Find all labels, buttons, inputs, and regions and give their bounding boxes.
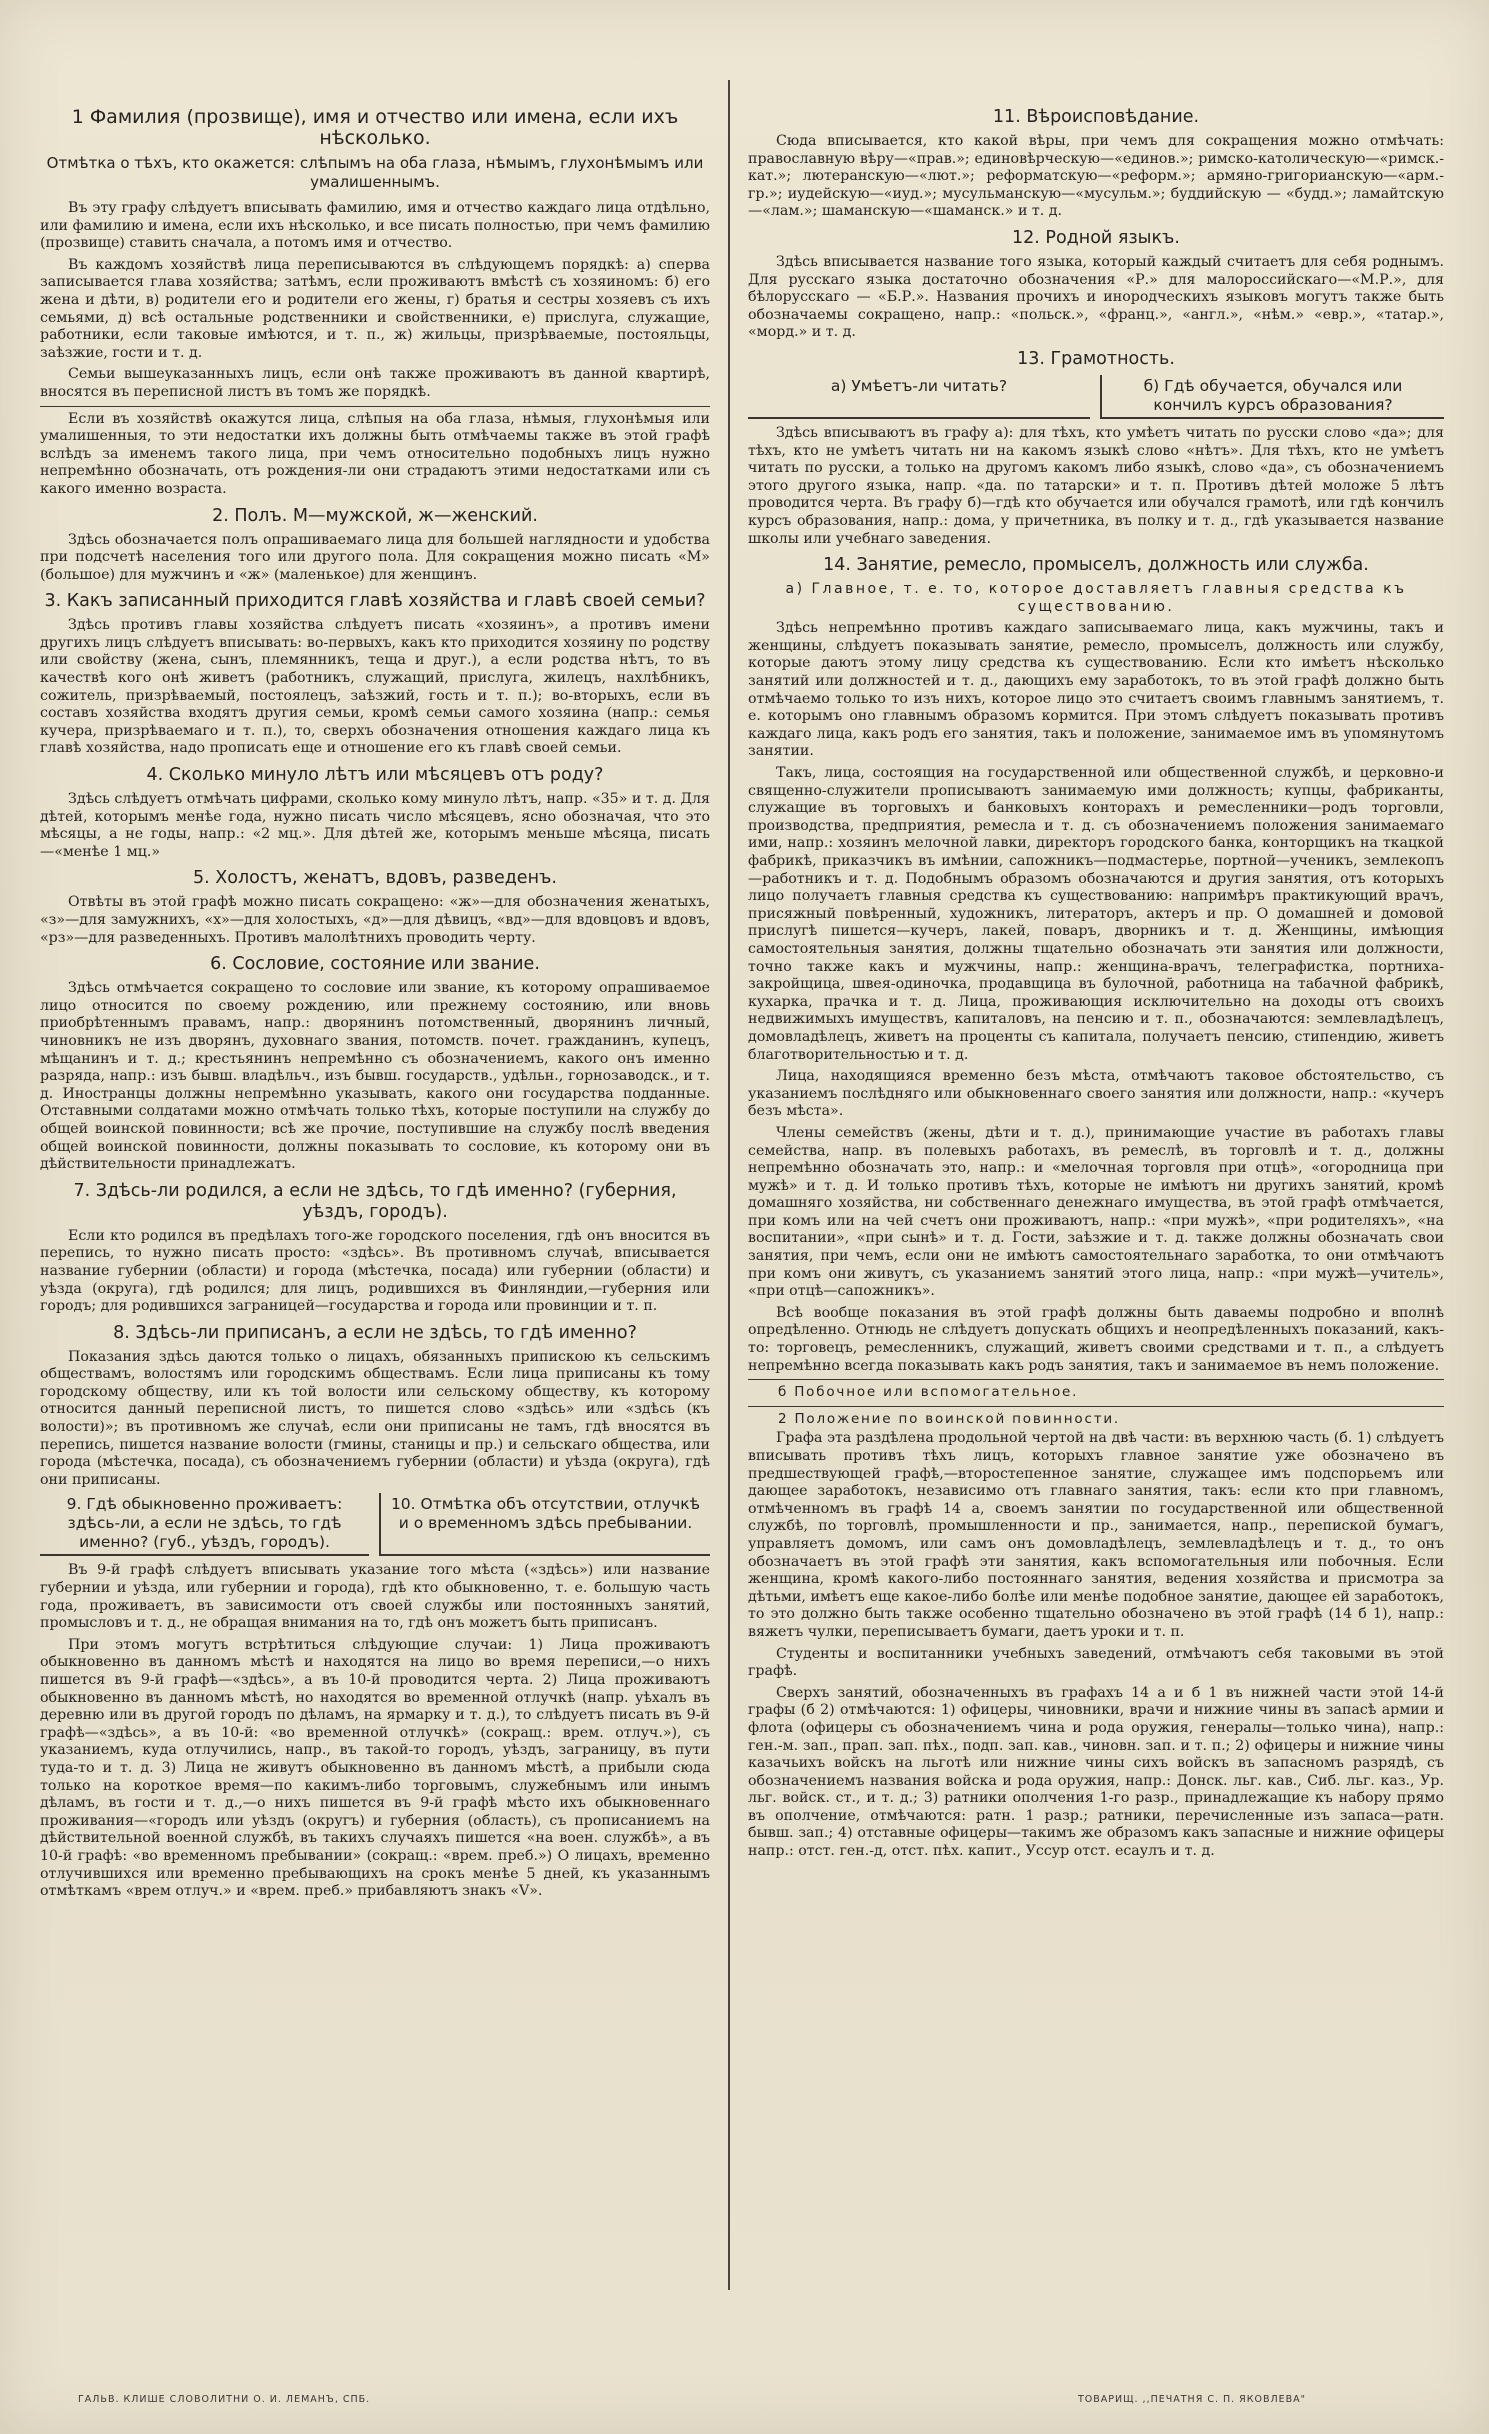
printer-credit-left: ГАЛЬВ. КЛИШЕ СЛОВОЛИТНИ О. И. ЛЕМАНЪ, СПБ.: [78, 2394, 371, 2405]
right-column: [748, 100, 1444, 1865]
section-14-paragraph: Здѣсь непремѣнно противъ каждаго записываемаго лица, какъ мужчины, такъ и женщины, слѣдуетъ показывать занятие, ремесло, промыселъ, должность или службу, которые даютъ этому лицу средства къ существованию. Если кто имѣетъ нѣсколько занятий или должностей и т. д., дающихъ ему заработокъ, то въ этой графѣ должно быть отмѣчаемо только то изъ нихъ, которое лицо это считаетъ своимъ главнымъ занятиемъ, т. е. которымъ оно главнымъ образомъ кормится. При этомъ слѣдуетъ показывать противъ каждаго лица, какъ родъ его занятия, такъ и положение, занимаемое имъ въ упомянутомъ занятии.: [748, 620, 1444, 760]
section-14-paragraph: Члены семействъ (жены, дѣти и т. д.), принимающие участие въ работахъ главы семейства, напр. въ полевыхъ работахъ, въ ремеслѣ, въ торговлѣ и т. д., должны непремѣнно обозначать это, напр.: и «мелочная торговля при отцѣ», «огородница при мужѣ» и т. д. И только противъ тѣхъ, которые не имѣютъ ни другихъ занятий, кромѣ домашняго хозяйства, ни собственнаго денежнаго имущества, въ этой графѣ отмѣчается, при комъ или на чей счетъ они проживаютъ, напр.: «при мужѣ», «при родителяхъ», «на воспитании», «при сынѣ» и т. д. Гости, заѣзжие и т. д. также должны обозначать свои занятия, при чемъ, если они не имѣютъ самостоятельнаго заработка, то они отмѣчаютъ при комъ они живутъ, съ указаниемъ занятий этого лица, напр.: «при мужѣ—учитель», «при отцѣ—сапожникъ».: [748, 1124, 1444, 1300]
section-14-b-heading: б Побочное или вспомогательное.: [778, 1384, 1079, 1401]
section-13-paragraph: Здѣсь вписываютъ въ графу а): для тѣхъ, кто умѣетъ читать по русски слово «да»; для тѣхъ, кто не умѣетъ читать ни на какомъ языкѣ слово «нѣтъ». Для тѣхъ, кто не умѣетъ читать по русски, а только на другомъ какомъ либо языкѣ, слово «да», съ обозначениемъ этого другого языка, напр. «да. по татарски» и т. п. Противъ дѣтей моложе 5 лѣтъ проводится черта. Въ графу б)—гдѣ кто обучается или обучался грамотѣ, или гдѣ кончилъ курсъ образования, напр.: дома, у причетника, въ полку и т. д., гдѣ указывается название школы или учебнаго заведения.: [748, 424, 1444, 547]
section-7-title: 7. Здѣсь-ли родился, а если не здѣсь, то гдѣ именно? (губерния, уѣздъ, городъ).: [73, 1180, 677, 1222]
section-14-b2-heading: 2 Положение по воинской повинности.: [778, 1410, 1121, 1427]
left-column: [40, 100, 710, 1905]
section-9-title: 9. Гдѣ обыкновенно проживаетъ: здѣсь-ли, а если не здѣсь, то гдѣ именно? (губ., уѣздъ, городъ).: [40, 1493, 369, 1556]
section-14-paragraph: Сверхъ занятий, обозначенныхъ въ графахъ 14 а и б 1 въ нижней части этой 14-й графы (б 2) отмѣчаются: 1) офицеры, чиновники, врачи и нижние чины въ запасѣ армии и флота (офицеры съ обозначениемъ чина и рода оружия, генералы—только чина), напр.: ген.-м. зап., прап. зап. пѣх., подп. зап. кав., чиновн. зап. и т. п.; 2) офицеры и нижние чины казачьихъ войскъ на льготѣ или нижние чины сихъ войскъ въ запасномъ разрядѣ, съ обозначениемъ названия войска и рода оружия, напр.: Донск. льг. кав., Сиб. льг. каз., Ур. льг. войск. ст., и т. д.; 3) ратники ополчения 1-го разр., принадлежащие къ набору прямо въ ополчение, отмѣчаются: ратн. 1 разр.; ратники, перечисленные изъ запаса—ратн. бывш. зап.; 4) отставные офицеры—такимъ же образомъ какъ запасные и нижние офицеры напр.: отст. ген.-д, отст. пѣх. капит., Уссур отст. есаулъ и т. д.: [748, 1684, 1444, 1860]
section-rule: [748, 1379, 1444, 1380]
section-6-paragraph: Здѣсь отмѣчается сокращено то сословие или звание, къ которому опрашиваемое лицо относится по своему рождению, или прежнему состоянию, или вновь приобрѣтеннымъ правамъ, напр.: дворянинъ потомственный, дворянинъ личный, чиновникъ не изъ дворянъ, духовнаго звания, потомств. почет. гражданинъ, купецъ, мѣщанинъ и т. д.; крестьянинъ непремѣнно съ обозначениемъ, какого онъ именно разряда, напр.: изъ бывш. владѣльч., изъ бывш. государств., удѣльн., горнозаводск., и т. д. Иностранцы должны непремѣнно указывать, какого они государства подданные. Отставными солдатами можно отмѣчать только тѣхъ, которые поступили на службу до общей воинской повинности; всѣ же прочие, поступившие на службу послѣ введения общей воинской повинности, должны показывать то сословие, къ которому они въ дѣйствительности принадлежатъ.: [40, 980, 710, 1173]
section-2-paragraph: Здѣсь обозначается полъ опрашиваемаго лица для большей наглядности и удобства при подсчетѣ населения того или другого пола. Для сокращения можно писать «М» (большое) для мужчинъ и «ж» (маленькое) для женщинъ.: [40, 531, 710, 583]
section-1-title: 1 Фамилия (прозвище), имя и отчество или имена, если ихъ нѣсколько.: [71, 106, 679, 149]
section-12-paragraph: Здѣсь вписывается название того языка, который каждый считаетъ для себя роднымъ. Для русскаго языка достаточно обозначения «Р.» для малороссийскаго—«М.Р.», для бѣлорусскаго — «Б.Р.». Названия прочихъ и инородческихъ языковъ могутъ также быть обозначаемы сокращено, напр.: «польск.», «франц.», «англ.», «нѣм.» «евр.», «татар.», «морд.» и т. д.: [748, 253, 1444, 341]
section-12-title: 12. Родной языкъ.: [1012, 227, 1180, 248]
section-13-b: б) Гдѣ обучается, обучался или кончилъ курсъ образования?: [1100, 375, 1444, 419]
section-14-a-heading: а) Главное, т. е. то, которое доставляетъ главныя средства къ существованию.: [785, 581, 1407, 615]
section-13-subheaders: [748, 375, 1444, 419]
section-5-paragraph: Отвѣты въ этой графѣ можно писать сокращено: «ж»—для обозначения женатыхъ, «з»—для замужнихъ, «х»—для холостыхъ, «д»—для дѣвицъ, «вд»—для вдовцовъ и вдовъ, «рз»—для разведенныхъ. Противъ малолѣтнихъ проводить черту.: [40, 894, 710, 946]
section-6-title: 6. Сословие, состояние или звание.: [210, 954, 540, 975]
section-2-title: 2. Полъ. М—мужской, ж—женский.: [212, 505, 538, 526]
section-14-title: 14. Занятие, ремесло, промыселъ, должность или служба.: [823, 555, 1369, 576]
section-14-paragraph: Студенты и воспитанники учебныхъ заведений, отмѣчаютъ себя таковыми въ этой графѣ.: [748, 1645, 1444, 1680]
section-14-paragraph: Графа эта раздѣлена продольной чертой на двѣ части: въ верхнюю часть (б. 1) слѣдуетъ вписывать противъ тѣхъ лицъ, которыхъ главное занятие уже обозначено въ предшествующей графѣ,—второстепенное занятие, служащее имъ подспорьемъ или дающее заработокъ, независимо отъ главнаго занятия, такъ: если кто при главномъ, отмѣченномъ въ графѣ 14 а, своемъ занятии по государственной или общественной службѣ, по торговлѣ, промышленности и пр., занимается, напр., перепиской бумагъ, управляетъ домомъ, или самъ онъ домовладѣлецъ, землевладѣлецъ и т. д., то онъ обозначаетъ въ этой графѣ эти занятия, какъ вспомогательныя или побочныя. Если женщина, кромѣ какого-либо постояннаго занятия, ведения хозяйства и присмотра за дѣтьми, имѣетъ еще какое-либо болѣе или менѣе подобное занятие, дающее ей заработокъ, то это должно быть также особенно тщательно обозначено въ этой графѣ (14 б 1), напр.: вяжетъ чулки, переписываетъ бумаги, даетъ уроки и т. п.: [748, 1430, 1444, 1640]
printer-credit-right: ТОВАРИЩ. ,,ПЕЧАТНЯ С. П. ЯКОВЛЕВА": [1078, 2394, 1307, 2405]
section-rule: [40, 406, 710, 407]
section-9-paragraph: Въ 9-й графѣ слѣдуетъ вписывать указание того мѣста («здѣсь») или название губернии и уѣзда, или губернии и города), гдѣ кто обыкновенно, т. е. большую часть года, проживаетъ, въ зависимости отъ своей службы или постоянныхъ занятий, промысловъ и т. д., не обращая внимания на то, гдѣ онъ можетъ быть приписанъ.: [40, 1562, 710, 1632]
section-1-paragraph: Если въ хозяйствѣ окажутся лица, слѣпыя на оба глаза, нѣмыя, глухонѣмыя или умалишенныя, то эти недостатки ихъ должны быть отмѣчаемы также въ этой графѣ вслѣдъ за именемъ такого лица, при чемъ относительно подобныхъ лицъ нужно непремѣнно обозначать, отъ рождения-ли они страдаютъ этими недостатками или съ какого именно возраста.: [40, 410, 710, 497]
section-3-title: 3. Какъ записанный приходится главѣ хозяйства и главѣ своей семьи?: [44, 591, 706, 612]
section-1-paragraph: Въ каждомъ хозяйствѣ лица переписываются въ слѣдующемъ порядкѣ: а) сперва записывается глава хозяйства; затѣмъ, если проживаютъ вмѣстѣ съ хозяиномъ: б) его жена и дѣти, в) родители его и родители его жены, г) братья и сестры хозяевъ съ ихъ семьями, д) всѣ остальные родственники и свойственники, е) прислуга, служащие, работники, если таковые имѣются, и т. п., ж) жильцы, призрѣваемые, постояльцы, заѣзжие, гости и т. д.: [40, 256, 710, 361]
section-5-title: 5. Холостъ, женатъ, вдовъ, разведенъ.: [193, 868, 557, 889]
section-3-paragraph: Здѣсь противъ главы хозяйства слѣдуетъ писать «хозяинъ», а противъ имени другихъ лицъ слѣдуетъ вписывать: во-первыхъ, какъ кто приходится хозяину по родству или свойству (жена, сынъ, племянникъ, теща и друг.), а если родства нѣтъ, то въ качествѣ кого онѣ живетъ (работникъ, служащий, прислуга, жилецъ, нахлѣбникъ, сожитель, призрѣваемый, постоялецъ, заѣзжий, гость и т. п.); во-вторыхъ, если въ составъ хозяйства входятъ другия семьи, кромѣ семьи самого хозяина (напр.: семья кучера, призрѣваемаго и т. п.), то, сверхъ обозначения отношения каждаго лица къ главѣ хозяйства, надо прописать еще и отношение его къ главѣ своей семьи.: [40, 617, 710, 757]
column-divider: [728, 80, 730, 2290]
section-14-paragraph: Такъ, лица, состоящия на государственной или общественной службѣ, и церковно-и священно-служители прописываютъ занимаемую ими должность; купцы, фабриканты, служащие въ торговыхъ и банковыхъ конторахъ и ремесленники—родъ торговли, производства, предприятия, ремесла и т. д. съ обозначениемъ положения занимаемаго ими, напр.: хозяинъ мелочной лавки, директоръ городского банка, конторщикъ на ткацкой фабрикѣ, приказчикъ въ имѣнии, сапожникъ—подмастерье, портной—ученикъ, землекопъ—работникъ и т. д. Подобнымъ образомъ обозначаются и другия занятия, отъ которыхъ лицо получаетъ главныя средства къ существованию: напримѣръ практикующий врачъ, присяжный повѣренный, художникъ, литераторъ, актеръ и пр. О домашней и домовой прислугѣ пишется—кучеръ, лакей, поваръ, дворникъ и т. д. Женщины, имѣющия самостоятельныя занятия, должны тщательно обозначать эти занятия или должности, точно также какъ и мужчины, напр.: женщина-врачъ, телеграфистка, портниха-закройщица, швея-одиночка, продавщица въ булочной, работница на табачной фабрикѣ, кухарка, прачка и т. д. Лица, проживающия исключительно на доходы отъ своихъ недвижимыхъ имуществъ, капиталовъ, на пенсию и т. п., обозначаются: землевладѣлецъ, домовладѣлецъ, живетъ на проценты съ капитала, получаетъ пенсию, стипендию, живетъ благотворительностью и т. д.: [748, 765, 1444, 1063]
section-7-paragraph: Если кто родился въ предѣлахъ того-же городского поселения, гдѣ онъ вносится въ перепись, то нужно писать просто: «здѣсь». Въ противномъ случаѣ, вписывается название губернии (области) и города (мѣстечка, посада) или губернии (области) и уѣзда (округа), гдѣ родился; для лицъ, родившихся въ Финляндии,—губерния или городъ; для родившихся заграницей—государства и города или провинции и т. п.: [40, 1227, 710, 1315]
section-11-title: 11. Вѣроисповѣдание.: [992, 107, 1200, 127]
section-13-title: 13. Грамотность.: [1017, 348, 1175, 369]
section-1-paragraph: Семьи вышеуказанныхъ лицъ, если онѣ также проживаютъ въ данной квартирѣ, вносятся въ переписной листъ въ томъ же порядкѣ.: [40, 366, 710, 400]
section-8-paragraph: Показания здѣсь даются только о лицахъ, обязанныхъ припискою къ сельскимъ обществамъ, волостямъ или городскимъ обществамъ. Если лица приписаны къ тому городскому обществу, или къ той волости или сельскому обществу, къ которому относится данный переписной листъ, то пишется слово «здѣсь» или «здѣсь (къ волости)»; въ противномъ же случаѣ, если они приписаны не тамъ, гдѣ вносятся въ перепись, пишется название волости (гмины, станицы и пр.) и сельскаго общества, или города (мѣстечка, посада), съ обозначениемъ губернии (области) и уѣзда (округа), гдѣ они приписаны.: [40, 1348, 710, 1488]
section-4-paragraph: Здѣсь слѣдуетъ отмѣчать цифрами, сколько кому минуло лѣтъ, напр. «35» и т. д. Для дѣтей, которымъ менѣе года, нужно писать число мѣсяцевъ, ясно обозначая, что это мѣсяцы, а не годы, напр.: «2 мц.». Для дѣтей же, которымъ меньше мѣсяца, писать—«менѣе 1 мц.»: [40, 791, 710, 860]
section-1-paragraph: Въ эту графу слѣдуетъ вписывать фамилию, имя и отчество каждаго лица отдѣльно, или фамилию и имена, если ихъ нѣсколько, и все писать полностью, при чемъ фамилию (прозвище) ставить сначала, а потомъ имя и отчество.: [40, 200, 710, 252]
section-4-title: 4. Сколько минуло лѣтъ или мѣсяцевъ отъ роду?: [146, 765, 604, 786]
section-11-paragraph: Сюда вписывается, кто какой вѣры, при чемъ для сокращения можно отмѣчать: православную вѣру—«прав.»; единовѣрческую—«единов.»; римско-католическую—«римск.-кат.»; лютеранскую—«лют.»; реформатскую—«реформ.»; армяно-григорианскую—«арм.-гр.»; иудейскую—«иуд.»; мусульманскую—«мусульм.»; буддийскую — «будд.»; ламайтскую—«лам.»; шаманскую—«шаманск.» и т. д.: [748, 133, 1444, 220]
section-14-paragraph: Лица, находящияся временно безъ мѣста, отмѣчаютъ таковое обстоятельство, съ указаниемъ послѣдняго или обыкновеннаго своего занятия или должности, напр.: «кучеръ безъ мѣста».: [748, 1068, 1444, 1120]
section-14-paragraph: Всѣ вообще показания въ этой графѣ должны быть даваемы подробно и вполнѣ опредѣленно. Отнюдь не слѣдуетъ допускать общихъ и неопредѣленныхъ показаний, какъ-то: торговецъ, ремесленникъ, служащий, живетъ своими средствами и т. п., а слѣдуетъ непремѣнно всегда показывать какъ родъ занятия, такъ и занимаемое въ немъ положение.: [748, 1304, 1444, 1374]
section-9-10-header: [40, 1493, 710, 1556]
section-10-title: 10. Отмѣтка объ отсутствии, отлучкѣ и о временномъ здѣсь пребывании.: [379, 1493, 710, 1556]
section-9-paragraph: При этомъ могутъ встрѣтиться слѣдующие случаи: 1) Лица проживаютъ обыкновенно въ данномъ мѣстѣ и находятся на лицо во время переписи,—о нихъ пишется въ 9-й графѣ—«здѣсь», а въ 10-й проводится черта. 2) Лица проживаютъ обыкновенно въ данномъ мѣстѣ, но находятся во временной отлучкѣ (напр. уѣхалъ въ деревню или въ другой городъ по дѣламъ, на ярмарку и т. д.), то слѣдуетъ писать въ 9-й графѣ—«здѣсь», а въ 10-й: «во временной отлучкѣ» (сокращ.: врем. отлуч.»), съ указаниемъ, куда отлучились, напр., въ такой-то городъ, уѣздъ, заграницу, въ пути туда-то и т. д. 3) Лица не живутъ обыкновенно въ данномъ мѣстѣ, а прибыли сюда только на короткое время—по какимъ-либо торговымъ, служебнымъ или инымъ дѣламъ, въ гости и т. д.,—о нихъ пишется въ 9-й графѣ мѣсто ихъ обыкновеннаго проживания—«городъ или уѣздъ (округъ) и губерния (область), съ прописаниемъ на дѣйствительной военной службѣ, въ такихъ случаяхъ пишется «на воен. службѣ», а въ 10-й графѣ: «во временномъ пребывании» (сокращ.: «врем. преб.») О лицахъ, временно отлучившихся или временно пребывающихъ на срокъ менѣе 5 дней, къ указаннымъ отмѣткамъ «врем отлуч.» и «врем. преб.» прибавляютъ знакъ «V».: [40, 1636, 710, 1900]
section-8-title: 8. Здѣсь-ли приписанъ, а если не здѣсь, то гдѣ именно?: [113, 1322, 637, 1343]
section-13-a: а) Умѣетъ-ли читать?: [748, 375, 1090, 419]
section-rule: [748, 1406, 1444, 1407]
section-1-subtitle: Отмѣтка о тѣхъ, кто окажется: слѣпымъ на оба глаза, нѣмымъ, глухонѣмымъ или умалишеннымъ.: [46, 154, 704, 191]
